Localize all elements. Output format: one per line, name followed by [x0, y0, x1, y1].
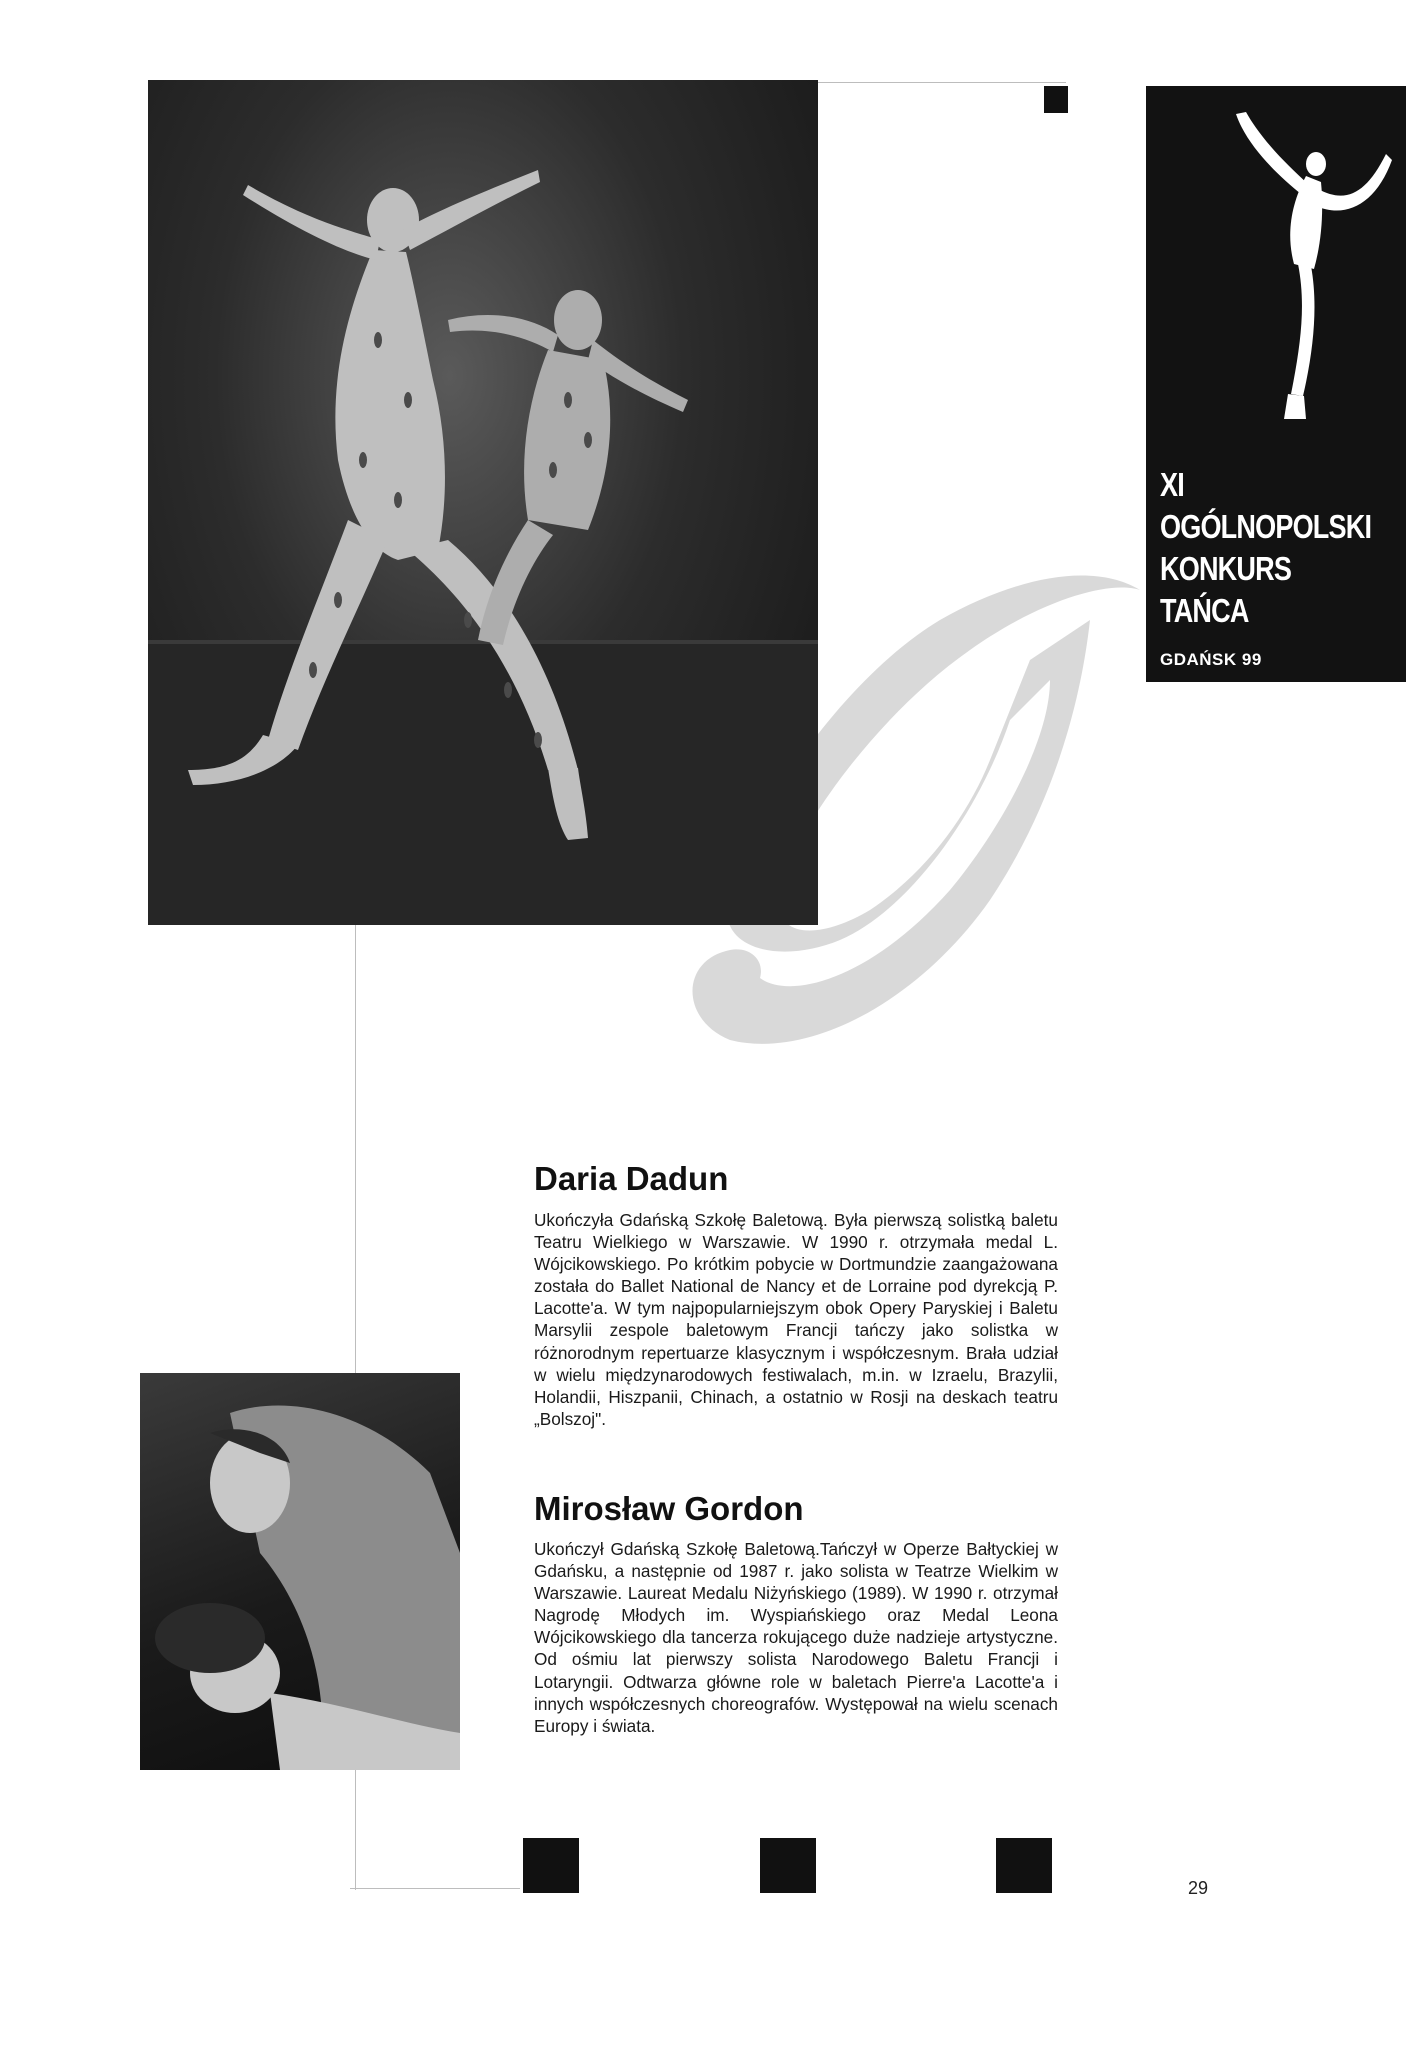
page-number: 29: [1188, 1878, 1209, 1898]
bottom-rule: [350, 1888, 520, 1889]
corner-square: [1044, 86, 1068, 113]
embrace-photo: [140, 1373, 460, 1770]
artist-bio-miroslaw: Ukończył Gdańską Szkołę Baletową.Tańczył w Operze Bałtyckiej w Gdańsku, a następnie od 1987 r. jako solista w Teatrze Wielkim w Warszawie. Laureat Medalu Niżyńskiego (1989). W 1990 r. otrzymał Nagrodę Młodych im. Wyspiańskiego oraz Medal Leona Wójcikowskiego dla tancerza rokującego duże nadzieje artystyczne. Od ośmiu lat pierwszy solista Narodowego Baletu Francji i Lotaryngii. Odtwarza główne role w baletach Pierre'a Lacotte'a i innych współczesnych choreografów. Występował na wielu scenach Europy i świata.: [534, 1539, 1058, 1736]
festival-title-line: TAŃCA: [1160, 592, 1249, 629]
footer-square-2: [760, 1838, 816, 1893]
dancer-silhouette-icon: [1206, 94, 1396, 424]
top-rule: [818, 82, 1066, 83]
festival-title-line: OGÓLNOPOLSKI: [1160, 508, 1372, 545]
artist-bio-daria: Ukończyła Gdańską Szkołę Baletową. Była pierwszą solistką baletu Teatru Wielkiego w Warszawie. W 1990 r. otrzymała medal L. Wójcikowskiego. Po krótkim pobycie w Dortmundzie zaangażowana została do Ballet National de Nancy et de Lorraine pod dyrekcją P. Lacotte'a. W tym najpopularniejszym obok Opery Paryskiej i Baletu Marsylii zespole baletowym Francji tańczy jako solistka w różnorodnym repertuarze klasycznym i współczesnym. Brała udział w wielu międzynarodowych festiwalach, m.in. w Izraelu, Brazylii, Holandii, Hiszpanii, Chinach, a ostatnio w Rosji na deskach teatru „Bolszoj".: [534, 1210, 1058, 1429]
festival-logo-panel: [1146, 86, 1406, 682]
festival-title: [1160, 464, 1372, 632]
festival-title-line: XI: [1160, 466, 1184, 503]
footer-square-3: [996, 1838, 1052, 1893]
dancer-duo-photo: [148, 80, 818, 925]
artist-name-miroslaw: Mirosław Gordon: [534, 1490, 804, 1527]
footer-square-1: [523, 1838, 579, 1893]
festival-subtitle: GDAŃSK 99: [1160, 650, 1262, 669]
festival-title-line: KONKURS: [1160, 550, 1292, 587]
artist-name-daria: Daria Dadun: [534, 1160, 729, 1197]
